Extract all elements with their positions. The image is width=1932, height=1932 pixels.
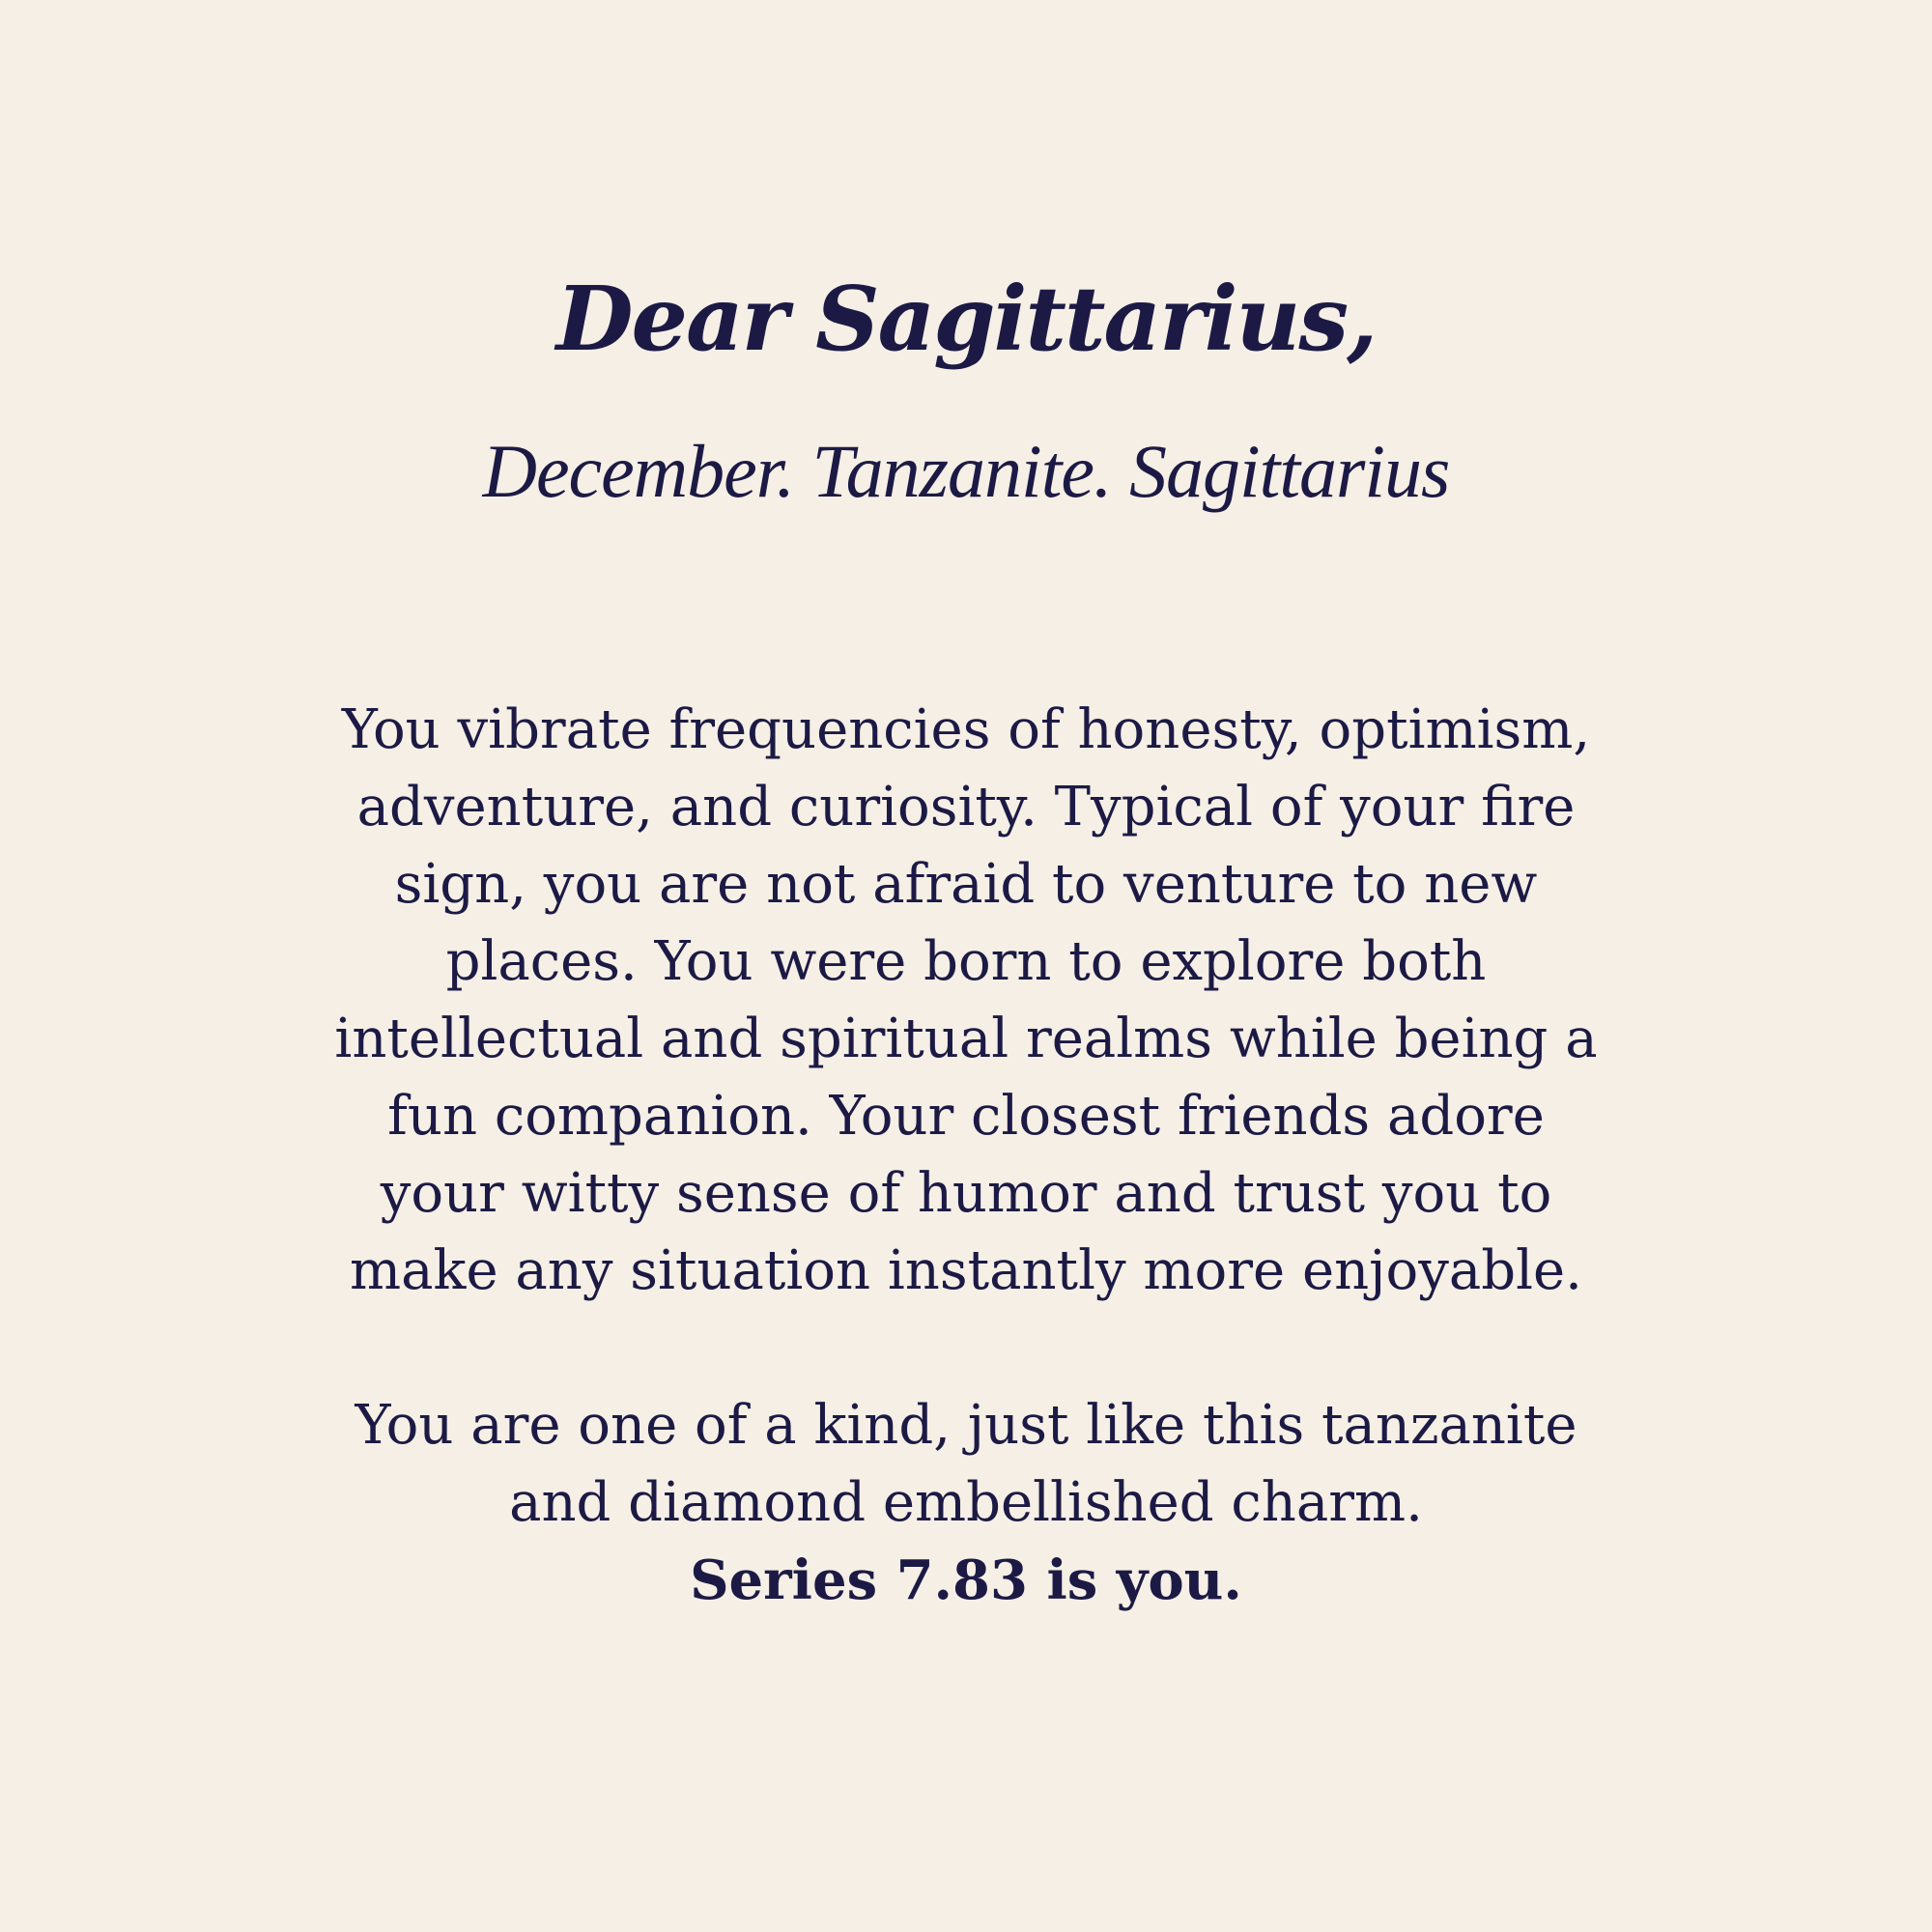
paragraph-line: sign, you are not afraid to venture to new [394, 853, 1538, 916]
greeting-heading: Dear Sagittarius, [555, 267, 1377, 371]
paragraph-line: make any situation instantly more enjoyable. [350, 1239, 1582, 1302]
paragraph-line: adventure, and curiosity. Typical of your fire [356, 776, 1576, 838]
closing-line: Series 7.83 is you. [690, 1548, 1242, 1612]
paragraph-line: fun companion. Your closest friends adore [387, 1085, 1545, 1148]
paragraph-line: You vibrate frequencies of honesty, optimism, [341, 698, 1591, 761]
description-paragraph [319, 692, 1613, 1310]
paragraph-line: your witty sense of humor and trust you to [380, 1162, 1552, 1225]
paragraph-line: You are one of a kind, just like this tanzanite [355, 1394, 1577, 1457]
subtitle: December. Tanzanite. Sagittarius [482, 429, 1450, 513]
charm-paragraph [319, 1387, 1613, 1619]
paragraph-line: and diamond embellished charm. [509, 1471, 1423, 1534]
paragraph-line: places. You were born to explore both [445, 930, 1487, 993]
paragraph-line: intellectual and spiritual realms while being a [334, 1008, 1598, 1070]
